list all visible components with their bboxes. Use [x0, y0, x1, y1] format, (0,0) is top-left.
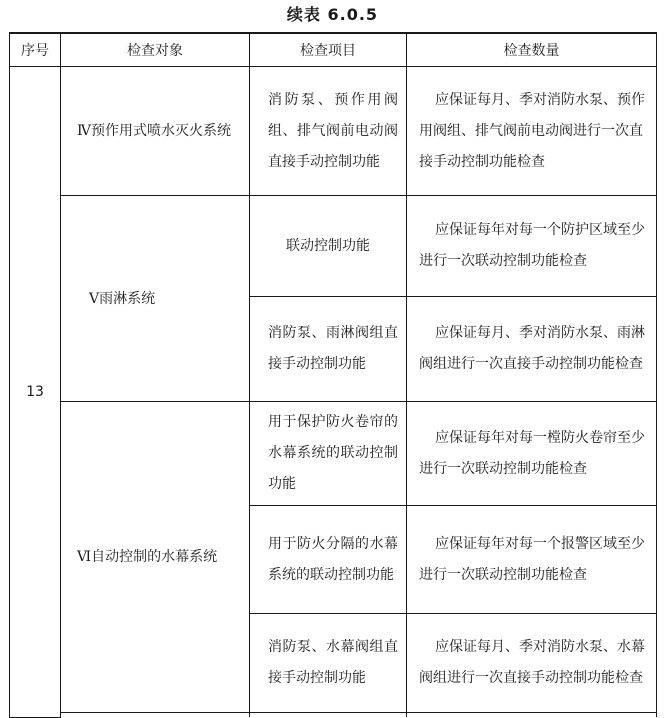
- quantity-cell: [407, 402, 657, 506]
- quantity-cell: [407, 506, 657, 614]
- seq-cell: 13: [10, 67, 61, 718]
- table-row: [10, 67, 657, 196]
- item-cell: 用于防火分隔的水幕系统的联动控制功能: [250, 506, 407, 614]
- header-quantity: 检查数量: [407, 33, 657, 67]
- object-cell-v: [61, 196, 250, 402]
- quantity-text: 应保证每年对每一樘防火卷帘至少进行一次联动控制功能检查: [419, 429, 645, 477]
- header-seq: 序号: [10, 33, 61, 67]
- quantity-cell: [407, 67, 657, 196]
- item-cell: 消防泵、雨淋阀组直接手动控制功能: [250, 297, 407, 402]
- header-item: 检查项目: [250, 33, 407, 67]
- quantity-cell: [407, 196, 657, 297]
- table-row-continuation: [10, 713, 657, 718]
- object-label: Ⅴ雨淋系统: [89, 290, 156, 307]
- continuation-cell: [61, 713, 250, 718]
- quantity-cell: [407, 297, 657, 402]
- header-row: [10, 33, 657, 67]
- object-label: Ⅳ预作用式喷水灭火系统: [77, 123, 231, 139]
- object-cell-iv: [61, 67, 250, 196]
- item-cell: 用于保护防火卷帘的水幕系统的联动控制功能: [250, 402, 407, 506]
- quantity-text: 应保证每月、季对消防水泵、水幕阀组进行一次直接手动控制功能检查: [419, 639, 645, 686]
- table-row: [10, 196, 657, 297]
- item-cell: 联动控制功能: [250, 196, 407, 297]
- continuation-cell: [250, 713, 407, 718]
- quantity-cell: [407, 614, 657, 713]
- table-caption: 续表 6.0.5: [286, 5, 379, 24]
- continuation-cell: [407, 713, 657, 718]
- table-row: [10, 402, 657, 506]
- inspection-table: [9, 32, 657, 718]
- quantity-text: 应保证每月、季对消防水泵、雨淋阀组进行一次直接手动控制功能检查: [419, 325, 645, 372]
- item-cell: 消防泵、预作用阀组、排气阀前电动阀直接手动控制功能: [250, 67, 407, 196]
- object-label: Ⅵ自动控制的水幕系统: [77, 549, 218, 565]
- item-cell: 消防泵、水幕阀组直接手动控制功能: [250, 614, 407, 713]
- quantity-text: 应保证每月、季对消防水泵、预作用阀组、排气阀前电动阀进行一次直接手动控制功能检查: [419, 91, 645, 170]
- quantity-text: 应保证每年对每一个防护区域至少进行一次联动控制功能检查: [419, 222, 645, 269]
- header-object: 检查对象: [61, 33, 250, 67]
- quantity-text: 应保证每年对每一个报警区域至少进行一次联动控制功能检查: [419, 535, 645, 583]
- object-cell-vi: [61, 402, 250, 713]
